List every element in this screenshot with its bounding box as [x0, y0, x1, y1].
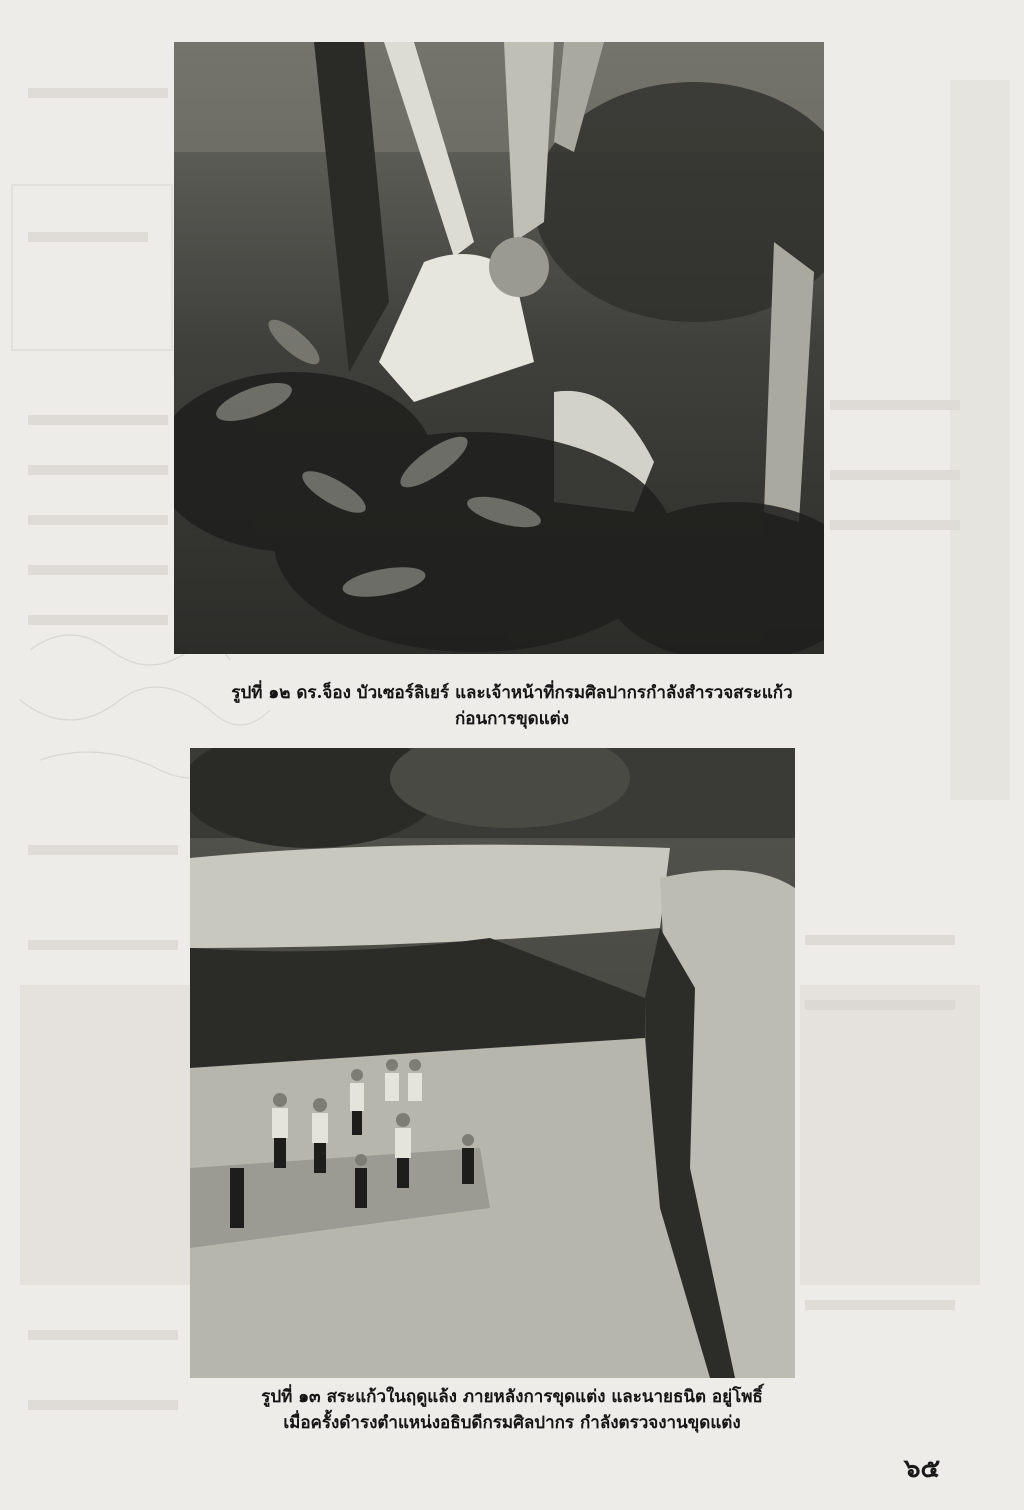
figure-13-caption-line2: เมื่อครั้งดำรงตำแหน่งอธิบดีกรมศิลปากร กำลังตรวจงานขุดแต่ง [283, 1413, 741, 1433]
figure-13-caption [150, 1384, 874, 1436]
figure-13-photo [190, 748, 795, 1378]
figure-12-caption-line1: รูปที่ ๑๒ ดร.จ็อง บัวเซอร์ลิเยร์ และเจ้าหน้าที่กรมศิลปากรกำลังสำรวจสระแก้ว [231, 683, 793, 703]
page-number: ๖๕ [904, 1454, 941, 1484]
figure-13-caption-line1: รูปที่ ๑๓ สระแก้วในฤดูแล้ง ภายหลังการขุดแต่ง และนายธนิต อยู่โพธิ์ [261, 1387, 763, 1407]
figure-12-caption-line2: ก่อนการขุดแต่ง [454, 709, 570, 729]
figure-12-caption [150, 680, 874, 732]
figure-12-photo [174, 42, 824, 654]
